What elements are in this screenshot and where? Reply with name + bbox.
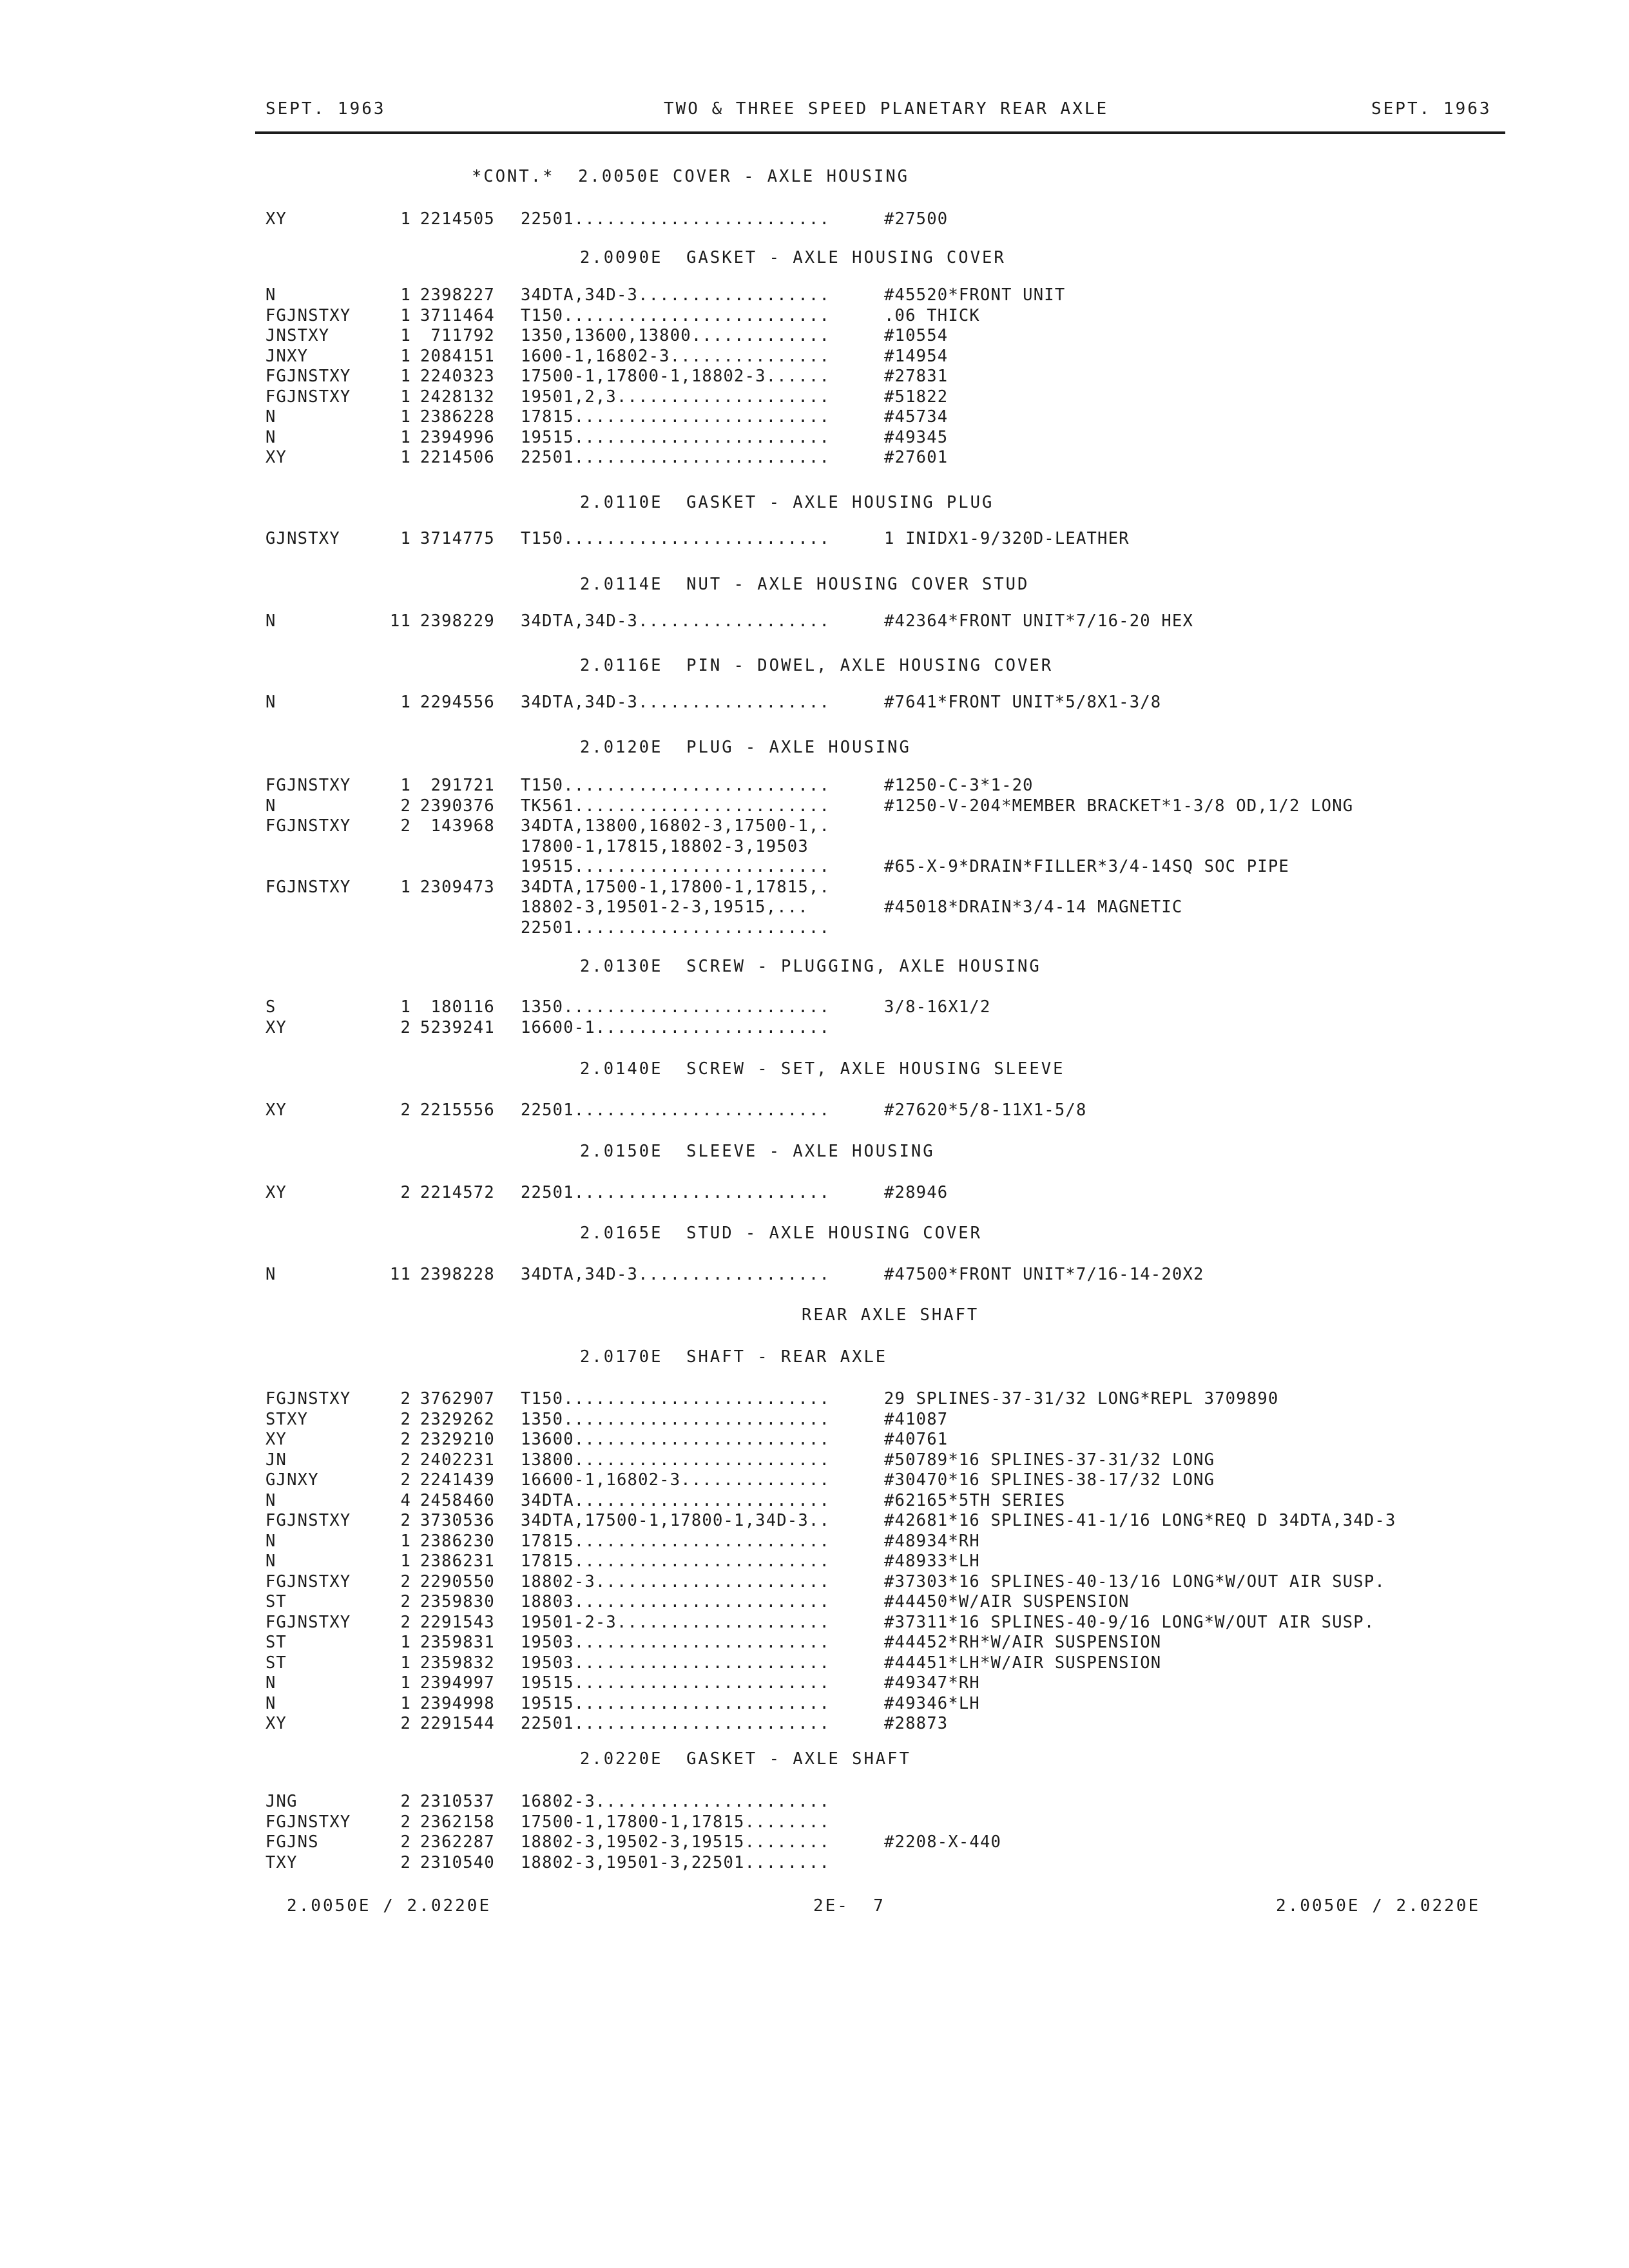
part-number: 2310537: [420, 1792, 495, 1811]
part-note: #42681*16 SPLINES-41-1/16 LONG*REQ D 34DTA,34D-3: [884, 1511, 1396, 1530]
part-note: #27620*5/8-11X1-5/8: [884, 1100, 1087, 1120]
part-note: #14954: [884, 346, 949, 366]
model-codes: FGJNSTXY: [265, 367, 351, 386]
quantity: 1: [400, 305, 411, 325]
usage-list: 22501........................: [521, 1183, 831, 1202]
part-number: 2329210: [420, 1430, 495, 1449]
model-codes: JNG: [265, 1792, 298, 1811]
model-codes: XY: [265, 1714, 287, 1733]
quantity: 2: [400, 1017, 411, 1037]
part-note: #44451*LH*W/AIR SUSPENSION: [884, 1653, 1162, 1673]
quantity: 1: [400, 693, 411, 712]
part-note: #47500*FRONT UNIT*7/16-14-20X2: [884, 1265, 1204, 1284]
model-codes: N: [265, 611, 276, 631]
part-note: #28873: [884, 1714, 949, 1733]
part-note: #40761: [884, 1430, 949, 1449]
part-note: #27601: [884, 448, 949, 467]
usage-list: 18802-3,19501-3,22501........: [521, 1852, 831, 1872]
quantity: 2: [400, 1812, 411, 1832]
part-number: 2394996: [420, 427, 495, 447]
part-note: #44450*W/AIR SUSPENSION: [884, 1592, 1130, 1611]
part-note: 3/8-16X1/2: [884, 997, 991, 1017]
model-codes: FGJNSTXY: [265, 776, 351, 795]
quantity: 2: [400, 1592, 411, 1611]
section-title: 2.0170E SHAFT - REAR AXLE: [580, 1347, 888, 1367]
model-codes: ST: [265, 1633, 287, 1652]
quantity: 1: [400, 1552, 411, 1571]
model-codes: N: [265, 1265, 276, 1284]
model-codes: N: [265, 1693, 276, 1713]
usage-list: 22501........................: [521, 448, 831, 467]
usage-list: 19515........................: [521, 857, 831, 876]
usage-list: T150.........................: [521, 529, 831, 548]
usage-list: 18802-3,19502-3,19515........: [521, 1832, 831, 1852]
quantity: 1: [400, 448, 411, 467]
usage-list: 19503........................: [521, 1653, 831, 1673]
header-title: TWO & THREE SPEED PLANETARY REAR AXLE: [664, 99, 1109, 119]
usage-list: 19515........................: [521, 1693, 831, 1713]
usage-list: 16600-1,16802-3..............: [521, 1470, 831, 1490]
quantity: 2: [400, 1450, 411, 1470]
part-number: 143968: [420, 816, 495, 836]
header-rule: [255, 131, 1505, 134]
model-codes: FGJNSTXY: [265, 1511, 351, 1530]
usage-list: 1350.........................: [521, 1409, 831, 1429]
model-codes: N: [265, 796, 276, 816]
quantity: 1: [400, 1693, 411, 1713]
quantity: 1: [400, 877, 411, 897]
quantity: 2: [400, 1792, 411, 1811]
model-codes: FGJNSTXY: [265, 1389, 351, 1408]
model-codes: JN: [265, 1450, 287, 1470]
part-note: #45520*FRONT UNIT: [884, 285, 1066, 305]
usage-list: 18802-3,19501-2-3,19515,...: [521, 898, 809, 917]
header-date-right: SEPT. 1963: [1371, 99, 1492, 119]
usage-list: T150.........................: [521, 1389, 831, 1408]
part-note: 1 INIDX1-9/320D-LEATHER: [884, 529, 1130, 548]
usage-list: 17800-1,17815,18802-3,19503: [521, 836, 809, 856]
model-codes: XY: [265, 1100, 287, 1120]
part-note: #48933*LH: [884, 1552, 980, 1571]
model-codes: FGJNSTXY: [265, 387, 351, 407]
usage-list: 19501-2-3....................: [521, 1612, 831, 1632]
model-codes: XY: [265, 1430, 287, 1449]
usage-list: 1350,13600,13800.............: [521, 326, 831, 345]
quantity: 1: [400, 346, 411, 366]
usage-list: 22501........................: [521, 1714, 831, 1733]
usage-list: 19503........................: [521, 1633, 831, 1652]
quantity: 1: [400, 326, 411, 345]
part-number: 2241439: [420, 1470, 495, 1490]
part-note: #44452*RH*W/AIR SUSPENSION: [884, 1633, 1162, 1652]
part-note: #49345: [884, 427, 949, 447]
part-number: 2428132: [420, 387, 495, 407]
usage-list: 17500-1,17800-1,18802-3......: [521, 367, 831, 386]
part-number: 2398229: [420, 611, 495, 631]
model-codes: TXY: [265, 1852, 298, 1872]
usage-list: 34DTA........................: [521, 1490, 831, 1510]
part-note: #30470*16 SPLINES-38-17/32 LONG: [884, 1470, 1215, 1490]
model-codes: FGJNSTXY: [265, 1571, 351, 1591]
part-number: 3762907: [420, 1389, 495, 1408]
quantity: 2: [400, 1714, 411, 1733]
model-codes: GJNXY: [265, 1470, 319, 1490]
model-codes: FGJNSTXY: [265, 1812, 351, 1832]
footer-page-number: 2E- 7: [813, 1896, 885, 1916]
usage-list: 17815........................: [521, 1552, 831, 1571]
part-number: 2359830: [420, 1592, 495, 1611]
header-date-left: SEPT. 1963: [265, 99, 386, 119]
section-title: 2.0140E SCREW - SET, AXLE HOUSING SLEEVE: [580, 1059, 1065, 1079]
part-note: .06 THICK: [884, 305, 980, 325]
part-number: 2291543: [420, 1612, 495, 1632]
quantity: 11: [389, 611, 411, 631]
part-note: #65-X-9*DRAIN*FILLER*3/4-14SQ SOC PIPE: [884, 857, 1289, 876]
quantity: 2: [400, 1832, 411, 1852]
model-codes: N: [265, 1673, 276, 1693]
usage-list: 17815........................: [521, 1531, 831, 1551]
part-number: 3730536: [420, 1511, 495, 1530]
model-codes: N: [265, 1552, 276, 1571]
model-codes: FGJNS: [265, 1832, 319, 1852]
model-codes: FGJNSTXY: [265, 816, 351, 836]
usage-list: 34DTA,34D-3..................: [521, 611, 831, 631]
usage-list: 34DTA,34D-3..................: [521, 1265, 831, 1284]
usage-list: 34DTA,34D-3..................: [521, 693, 831, 712]
usage-list: 13600........................: [521, 1430, 831, 1449]
usage-list: 16802-3......................: [521, 1792, 831, 1811]
model-codes: ST: [265, 1592, 287, 1611]
quantity: 1: [400, 1531, 411, 1551]
model-codes: FGJNSTXY: [265, 305, 351, 325]
part-number: 3714775: [420, 529, 495, 548]
model-codes: JNSTXY: [265, 326, 330, 345]
quantity: 2: [400, 1100, 411, 1120]
model-codes: N: [265, 1531, 276, 1551]
quantity: 1: [400, 1673, 411, 1693]
model-codes: XY: [265, 1017, 287, 1037]
part-number: 291721: [420, 776, 495, 795]
part-number: 2362287: [420, 1832, 495, 1852]
part-number: 2291544: [420, 1714, 495, 1733]
usage-list: 19515........................: [521, 427, 831, 447]
part-number: 3711464: [420, 305, 495, 325]
quantity: 1: [400, 997, 411, 1017]
part-number: 2329262: [420, 1409, 495, 1429]
usage-list: 34DTA,34D-3..................: [521, 285, 831, 305]
quantity: 11: [389, 1265, 411, 1284]
part-note: #41087: [884, 1409, 949, 1429]
section-title: *CONT.* 2.0050E COVER - AXLE HOUSING: [472, 167, 910, 186]
part-number: 180116: [420, 997, 495, 1017]
quantity: 1: [400, 285, 411, 305]
section-title: 2.0120E PLUG - AXLE HOUSING: [580, 738, 911, 757]
part-number: 2394998: [420, 1693, 495, 1713]
section-title: 2.0114E NUT - AXLE HOUSING COVER STUD: [580, 575, 1030, 594]
part-note: #7641*FRONT UNIT*5/8X1-3/8: [884, 693, 1162, 712]
quantity: 2: [400, 1571, 411, 1591]
part-number: 2290550: [420, 1571, 495, 1591]
part-number: 2386231: [420, 1552, 495, 1571]
usage-list: 34DTA,17500-1,17800-1,34D-3..: [521, 1511, 831, 1530]
quantity: 4: [400, 1490, 411, 1510]
quantity: 2: [400, 1183, 411, 1202]
quantity: 1: [400, 529, 411, 548]
section-title: 2.0090E GASKET - AXLE HOUSING COVER: [580, 248, 1006, 267]
part-number: 2359831: [420, 1633, 495, 1652]
part-note: #51822: [884, 387, 949, 407]
model-codes: N: [265, 407, 276, 427]
section-title: 2.0116E PIN - DOWEL, AXLE HOUSING COVER: [580, 656, 1054, 675]
model-codes: XY: [265, 448, 287, 467]
part-note: #27500: [884, 209, 949, 229]
usage-list: 1350.........................: [521, 997, 831, 1017]
part-note: #28946: [884, 1183, 949, 1202]
part-number: 2240323: [420, 367, 495, 386]
part-note: #37303*16 SPLINES-40-13/16 LONG*W/OUT AIR SUSP.: [884, 1571, 1385, 1591]
part-number: 2309473: [420, 877, 495, 897]
part-note: #62165*5TH SERIES: [884, 1490, 1066, 1510]
part-note: #49346*LH: [884, 1693, 980, 1713]
section-title: 2.0130E SCREW - PLUGGING, AXLE HOUSING: [580, 957, 1041, 976]
quantity: 2: [400, 1852, 411, 1872]
quantity: 1: [400, 387, 411, 407]
usage-list: 34DTA,17500-1,17800-1,17815,.: [521, 877, 831, 897]
part-number: 2214505: [420, 209, 495, 229]
section-title: 2.0110E GASKET - AXLE HOUSING PLUG: [580, 493, 994, 512]
model-codes: FGJNSTXY: [265, 1612, 351, 1632]
category-heading: REAR AXLE SHAFT: [802, 1305, 979, 1325]
usage-list: 34DTA,13800,16802-3,17500-1,.: [521, 816, 831, 836]
part-number: 2402231: [420, 1450, 495, 1470]
part-note: #50789*16 SPLINES-37-31/32 LONG: [884, 1450, 1215, 1470]
quantity: 2: [400, 1430, 411, 1449]
usage-list: 22501........................: [521, 1100, 831, 1120]
model-codes: JNXY: [265, 346, 309, 366]
part-note: #49347*RH: [884, 1673, 980, 1693]
quantity: 2: [400, 1612, 411, 1632]
footer-range-right: 2.0050E / 2.0220E: [1276, 1896, 1481, 1916]
quantity: 1: [400, 1653, 411, 1673]
part-number: 2294556: [420, 693, 495, 712]
usage-list: 19501,2,3....................: [521, 387, 831, 407]
section-title: 2.0150E SLEEVE - AXLE HOUSING: [580, 1142, 935, 1161]
part-number: 2394997: [420, 1673, 495, 1693]
usage-list: 17500-1,17800-1,17815........: [521, 1812, 831, 1832]
part-note: #10554: [884, 326, 949, 345]
usage-list: 17815........................: [521, 407, 831, 427]
footer-range-left: 2.0050E / 2.0220E: [287, 1896, 492, 1916]
part-number: 2362158: [420, 1812, 495, 1832]
usage-list: TK561........................: [521, 796, 831, 816]
model-codes: ST: [265, 1653, 287, 1673]
usage-list: 22501........................: [521, 918, 831, 937]
quantity: 1: [400, 427, 411, 447]
usage-list: 1600-1,16802-3...............: [521, 346, 831, 366]
quantity: 2: [400, 816, 411, 836]
model-codes: N: [265, 693, 276, 712]
part-number: 2398227: [420, 285, 495, 305]
section-title: 2.0220E GASKET - AXLE SHAFT: [580, 1749, 911, 1769]
usage-list: 16600-1......................: [521, 1017, 831, 1037]
part-number: 2386228: [420, 407, 495, 427]
model-codes: N: [265, 1490, 276, 1510]
section-title: 2.0165E STUD - AXLE HOUSING COVER: [580, 1224, 982, 1243]
part-number: 5239241: [420, 1017, 495, 1037]
quantity: 2: [400, 1409, 411, 1429]
usage-list: 18802-3......................: [521, 1571, 831, 1591]
part-note: #45018*DRAIN*3/4-14 MAGNETIC: [884, 898, 1183, 917]
model-codes: XY: [265, 1183, 287, 1202]
part-note: #42364*FRONT UNIT*7/16-20 HEX: [884, 611, 1194, 631]
quantity: 2: [400, 1389, 411, 1408]
model-codes: N: [265, 427, 276, 447]
quantity: 2: [400, 796, 411, 816]
part-note: #37311*16 SPLINES-40-9/16 LONG*W/OUT AIR SUSP.: [884, 1612, 1375, 1632]
part-note: #2208-X-440: [884, 1832, 1002, 1852]
model-codes: S: [265, 997, 276, 1017]
part-number: 2398228: [420, 1265, 495, 1284]
quantity: 2: [400, 1511, 411, 1530]
part-number: 711792: [420, 326, 495, 345]
part-note: #1250-V-204*MEMBER BRACKET*1-3/8 OD,1/2 LONG: [884, 796, 1354, 816]
part-number: 2310540: [420, 1852, 495, 1872]
quantity: 2: [400, 1470, 411, 1490]
usage-list: 22501........................: [521, 209, 831, 229]
quantity: 1: [400, 367, 411, 386]
model-codes: N: [265, 285, 276, 305]
part-number: 2458460: [420, 1490, 495, 1510]
usage-list: 18803........................: [521, 1592, 831, 1611]
part-number: 2390376: [420, 796, 495, 816]
quantity: 1: [400, 776, 411, 795]
usage-list: 13800........................: [521, 1450, 831, 1470]
part-number: 2214506: [420, 448, 495, 467]
model-codes: FGJNSTXY: [265, 877, 351, 897]
part-number: 2359832: [420, 1653, 495, 1673]
part-note: #1250-C-3*1-20: [884, 776, 1034, 795]
model-codes: GJNSTXY: [265, 529, 340, 548]
part-number: 2215556: [420, 1100, 495, 1120]
usage-list: T150.........................: [521, 305, 831, 325]
model-codes: STXY: [265, 1409, 309, 1429]
part-number: 2084151: [420, 346, 495, 366]
usage-list: T150.........................: [521, 776, 831, 795]
quantity: 1: [400, 1633, 411, 1652]
quantity: 1: [400, 407, 411, 427]
quantity: 1: [400, 209, 411, 229]
part-number: 2214572: [420, 1183, 495, 1202]
part-note: #27831: [884, 367, 949, 386]
part-note: #48934*RH: [884, 1531, 980, 1551]
model-codes: XY: [265, 209, 287, 229]
part-number: 2386230: [420, 1531, 495, 1551]
usage-list: 19515........................: [521, 1673, 831, 1693]
part-note: #45734: [884, 407, 949, 427]
part-note: 29 SPLINES-37-31/32 LONG*REPL 3709890: [884, 1389, 1279, 1408]
